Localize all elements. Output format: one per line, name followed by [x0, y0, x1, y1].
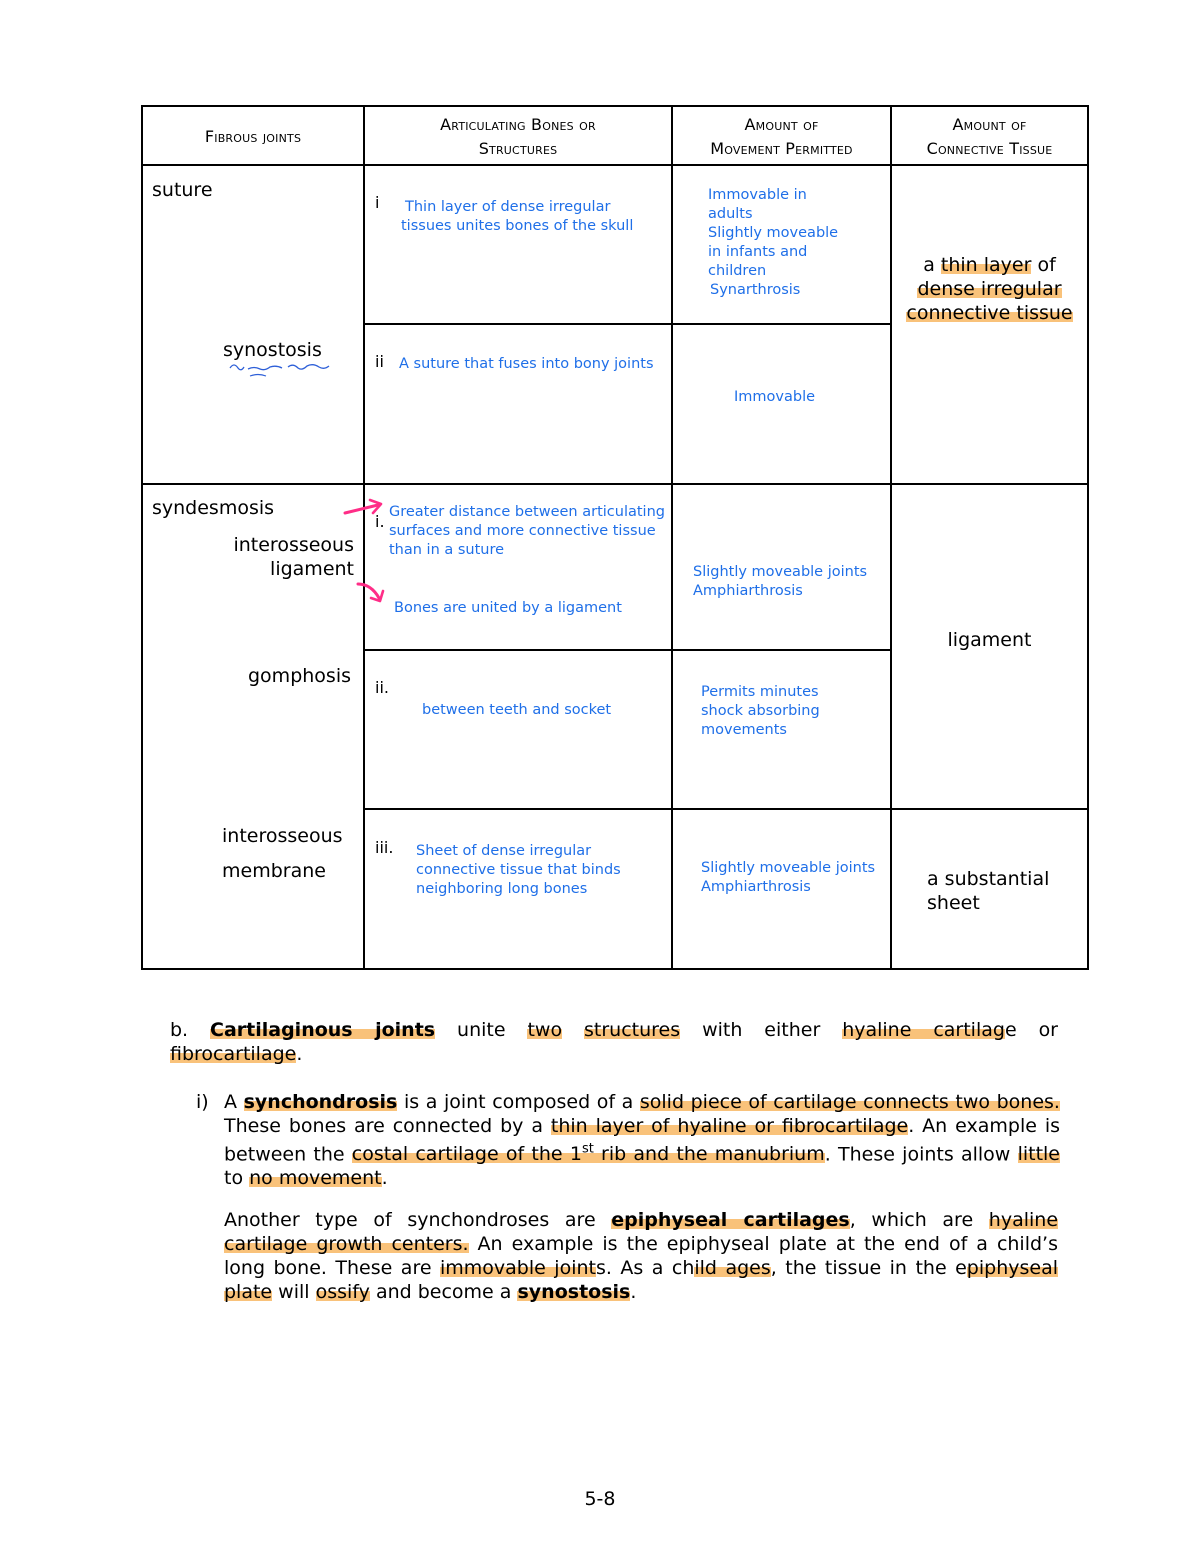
table-header-divider	[141, 164, 1089, 166]
body-text: either	[764, 1019, 821, 1041]
bold-term: synchondrosis	[243, 1091, 398, 1113]
structure-interosseous-membrane	[416, 842, 621, 899]
body-text	[842, 1019, 1016, 1041]
highlighted-text: no movement	[249, 1167, 382, 1190]
bold-term: Cartilaginous joints	[210, 1019, 436, 1041]
highlighted-text: rib and the manubrium	[593, 1143, 825, 1166]
movement-line: shock absorbing	[701, 703, 820, 719]
superscript: st	[581, 1142, 594, 1157]
row-numeral: i.	[375, 512, 385, 531]
section-b-line	[170, 1018, 1058, 1042]
highlighted-text: thin layer of hyaline or fibrocartilage	[550, 1115, 909, 1137]
movement-line: adults	[708, 206, 753, 222]
structure-line: neighboring long bones	[416, 881, 588, 897]
movement-line: Slightly moveable joints	[701, 860, 876, 876]
body-text: e	[1004, 1019, 1017, 1041]
movement-line: Permits minutes	[701, 684, 819, 700]
row-divider	[364, 649, 892, 651]
connective-line	[892, 253, 1087, 277]
movement-line: children	[708, 263, 767, 279]
body-text: , which are	[849, 1209, 989, 1231]
label-line: ligament	[270, 558, 354, 580]
body-text: .	[296, 1043, 303, 1065]
highlighted-text: little	[1017, 1143, 1060, 1166]
header-text: Articulating Bones or	[440, 115, 596, 134]
movement-line: Amphiarthrosis	[693, 583, 803, 599]
connective-text: a	[923, 254, 941, 276]
highlighted-text: plate	[224, 1281, 273, 1303]
highlighted-text: two	[527, 1019, 563, 1041]
movement-line: Synarthrosis	[710, 282, 801, 298]
highlighted-text: ossify	[315, 1281, 370, 1303]
body-text: long bone. These are	[224, 1257, 440, 1279]
movement-syndesmosis	[693, 563, 867, 601]
body-text: An example is the epiphyseal plate at the end of a child’s	[468, 1233, 1058, 1255]
highlighted-text: piphyseal	[966, 1257, 1058, 1279]
highlighted-text: connective tissue	[906, 302, 1073, 324]
highlighted-text: dense irregular	[917, 278, 1062, 300]
row-numeral: iii.	[375, 838, 394, 857]
structure-suture	[401, 198, 633, 236]
movement-line: Immovable in	[708, 187, 807, 203]
table-border-right	[1087, 105, 1089, 970]
highlighted-text: structures	[584, 1019, 681, 1041]
connective-line	[892, 301, 1087, 325]
structure-line: Greater distance between articulating	[389, 504, 665, 520]
label-line: membrane	[222, 860, 326, 882]
header-text: Structures	[478, 139, 558, 158]
structure-line: tissues unites bones of the skull	[401, 218, 634, 234]
label-syndesmosis: syndesmosis	[152, 497, 275, 519]
structure-syndesmosis	[389, 503, 665, 560]
header-fibrous-joints	[143, 125, 363, 149]
column-divider	[363, 105, 365, 970]
body-text: These bones are connected by a	[224, 1115, 551, 1137]
body-text: is a joint composed of a	[397, 1091, 640, 1113]
label-gomphosis: gomphosis	[248, 665, 351, 687]
header-amount-of-movement	[673, 113, 890, 161]
label-interosseous-ligament	[228, 533, 354, 581]
row-numeral: ii	[375, 352, 384, 371]
paragraph-line	[224, 1114, 1060, 1138]
handwritten-scribble	[228, 360, 338, 380]
paragraph-line	[224, 1138, 1060, 1166]
body-text: between the	[224, 1143, 352, 1166]
header-text: Amount of	[744, 115, 819, 134]
paragraph-line	[224, 1166, 1060, 1190]
paragraph-line	[224, 1280, 1058, 1304]
header-text: Connective Tissue	[926, 139, 1053, 158]
section-marker: b.	[170, 1019, 211, 1041]
paragraph-line	[224, 1256, 1058, 1280]
highlighted-text: costal cartilage of the 1	[351, 1143, 582, 1166]
structure-line: connective tissue that binds	[416, 862, 621, 878]
movement-gomphosis	[701, 683, 820, 740]
paragraph-line	[224, 1232, 1058, 1256]
bold-term: synostosis	[517, 1281, 631, 1303]
page-number: 5-8	[584, 1488, 616, 1510]
row-divider	[141, 483, 1089, 485]
structure-synostosis: A suture that fuses into bony joints	[399, 356, 654, 372]
label-line: interosseous	[233, 534, 354, 556]
connective-text: of	[1031, 254, 1056, 276]
movement-synostosis: Immovable	[734, 389, 816, 405]
connective-ligament: ligament	[947, 629, 1032, 651]
paragraph-line	[224, 1090, 1060, 1114]
body-text: , the tissue in the e	[770, 1257, 967, 1279]
row-numeral: i	[375, 193, 380, 212]
highlighted-text: hyaline	[988, 1209, 1059, 1231]
body-text: and become a	[369, 1281, 518, 1303]
epiphyseal-paragraph	[224, 1208, 1058, 1304]
label-interosseous-membrane	[222, 824, 343, 883]
movement-line: movements	[701, 722, 787, 738]
connective-line: a substantial	[927, 868, 1050, 890]
movement-line: Amphiarthrosis	[701, 879, 811, 895]
header-text: Movement Permitted	[710, 139, 853, 158]
body-text: .	[630, 1281, 637, 1303]
structure-interosseous-ligament: Bones are united by a ligament	[394, 600, 622, 616]
section-b-paragraph	[170, 1018, 1058, 1066]
table-border-top	[141, 105, 1089, 107]
highlighted-text: fibrocartilage	[170, 1043, 297, 1065]
paragraph-line	[224, 1208, 1058, 1232]
movement-line: Slightly moveable joints	[693, 564, 868, 580]
connective-suture	[892, 253, 1087, 325]
section-b-line	[170, 1042, 1058, 1066]
row-numeral: ii.	[375, 678, 389, 697]
label-line: interosseous	[222, 825, 343, 847]
highlighted-text: cartilage growth centers.	[224, 1233, 469, 1255]
highlighted-text	[352, 1143, 825, 1165]
body-text: s. As a ch	[595, 1257, 695, 1279]
highlighted-text: ild ages	[694, 1257, 771, 1279]
body-text: .	[381, 1167, 388, 1190]
header-amount-of-connective-tissue	[892, 113, 1087, 161]
label-suture: suture	[152, 179, 213, 201]
body-text: to	[224, 1167, 250, 1190]
highlighted-text: hyaline cartilag	[842, 1019, 1005, 1041]
column-divider	[671, 105, 673, 970]
header-articulating-bones	[365, 113, 671, 161]
movement-interosseous-membrane	[701, 859, 875, 897]
connective-line: sheet	[927, 892, 980, 914]
table-border-left	[141, 105, 143, 970]
movement-line: Slightly moveable	[708, 225, 839, 241]
movement-suture	[708, 186, 838, 300]
movement-line: in infants and	[708, 244, 808, 260]
body-text: Another type of synchondroses are	[224, 1209, 612, 1231]
structure-line: Sheet of dense irregular	[416, 843, 592, 859]
body-text: or	[1038, 1019, 1058, 1041]
body-text: A	[224, 1091, 244, 1113]
body-text: . An example is	[908, 1115, 1061, 1137]
structure-line: surfaces and more connective tissue	[389, 523, 656, 539]
body-text: will	[272, 1281, 316, 1303]
structure-line: Thin layer of dense irregular	[405, 199, 611, 215]
row-divider	[364, 808, 1089, 810]
row-divider	[364, 323, 892, 325]
header-text: Amount of	[952, 115, 1027, 134]
highlighted-text: solid piece of cartilage connects two bones.	[639, 1091, 1060, 1113]
pink-arrow-icon	[355, 580, 391, 608]
structure-gomphosis: between teeth and socket	[422, 702, 612, 718]
body-text: . These joints allow	[824, 1143, 1018, 1166]
column-divider	[890, 105, 892, 970]
highlighted-text: immovable joint	[440, 1257, 596, 1279]
highlighted-text: thin layer	[940, 254, 1032, 276]
synchondrosis-paragraph	[224, 1090, 1060, 1190]
item-i-marker: i)	[196, 1091, 209, 1113]
header-text: Fibrous joints	[204, 127, 302, 146]
table-border-bottom	[141, 968, 1089, 970]
structure-line: than in a suture	[389, 542, 505, 558]
body-text: with	[702, 1019, 743, 1041]
connective-line	[892, 277, 1087, 301]
body-text: unite	[457, 1019, 506, 1041]
label-synostosis: synostosis	[223, 339, 322, 361]
connective-substantial-sheet	[927, 867, 1049, 915]
bold-term: epiphyseal cartilages	[611, 1209, 850, 1231]
